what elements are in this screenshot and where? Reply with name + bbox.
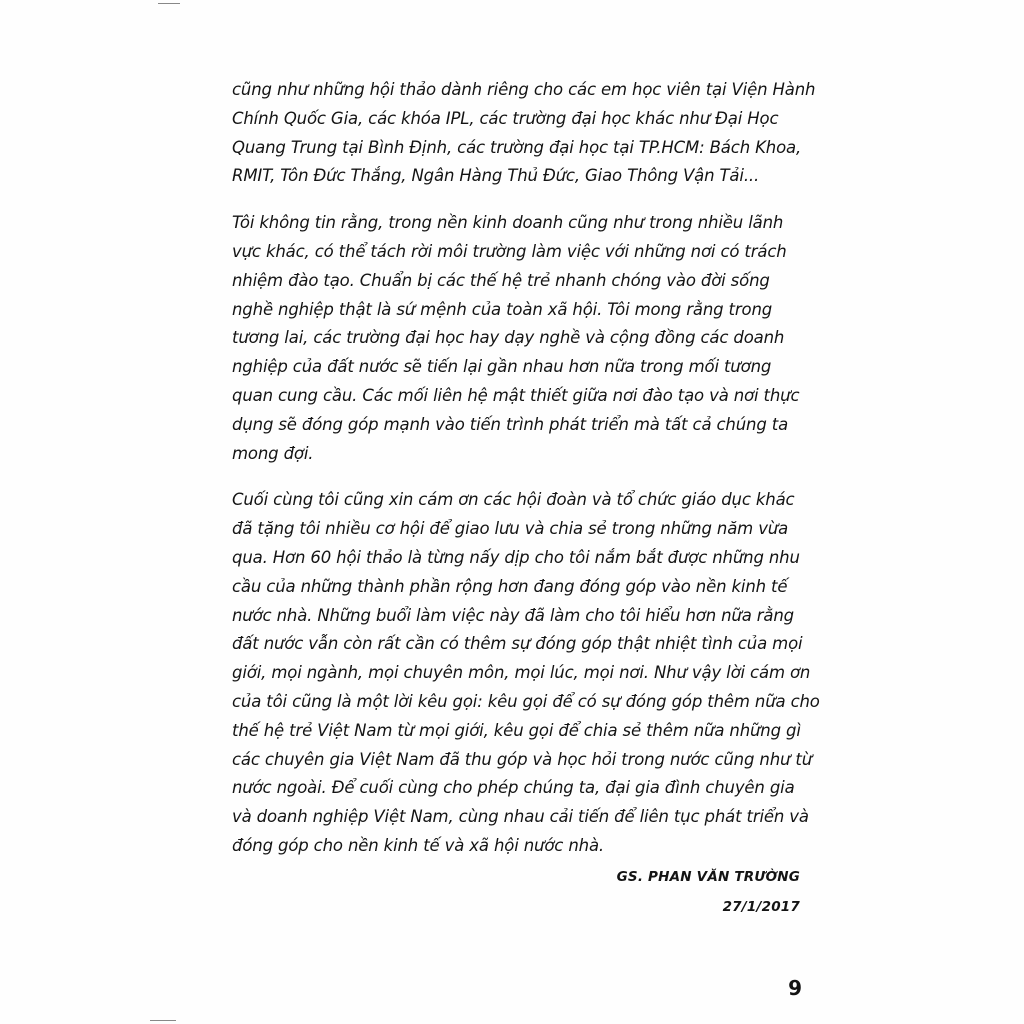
text-line: đất nước vẫn còn rất cần có thêm sự đóng góp thật nhiệt tình của mọi [232, 634, 803, 654]
text-line: thế hệ trẻ Việt Nam từ mọi giới, kêu gọi để chia sẻ thêm nữa những gì [232, 720, 801, 740]
text-line: RMIT, Tôn Đức Thắng, Ngân Hàng Thủ Đức, Giao Thông Vận Tải... [232, 166, 760, 186]
text-line: đã tặng tôi nhiều cơ hội để giao lưu và chia sẻ trong những năm vừa [232, 519, 789, 539]
text-line: nhiệm đào tạo. Chuẩn bị các thế hệ trẻ nhanh chóng vào đời sống [232, 270, 770, 290]
text-line: cầu của những thành phần rộng hơn đang đóng góp vào nền kinh tế [232, 576, 788, 596]
text-line: nước ngoài. Để cuối cùng cho phép chúng ta, đại gia đình chuyên gia [232, 778, 795, 798]
text-line: cũng như những hội thảo dành riêng cho các em học viên tại Viện Hành [232, 80, 816, 99]
text-line: Tôi không tin rằng, trong nền kinh doanh cũng như trong nhiều lãnh [232, 213, 784, 233]
text-line: vực khác, có thể tách rời môi trường làm việc với những nơi có trách [232, 241, 787, 261]
text-line: Quang Trung tại Bình Định, các trường đại học tại TP.HCM: Bách Khoa, [232, 137, 802, 157]
page-number: 9 [788, 976, 802, 1000]
text-line: quan cung cầu. Các mối liên hệ mật thiết giữa nơi đào tạo và nơi thực [232, 385, 800, 405]
text-line: nghiệp của đất nước sẽ tiến lại gần nhau hơn nữa trong mối tương [232, 357, 772, 377]
text-line: qua. Hơn 60 hội thảo là từng nấy dịp cho tôi nắm bắt được những nhu [232, 547, 800, 567]
paragraph-2 [232, 209, 804, 468]
body-text [232, 76, 820, 879]
text-line: nước nhà. Những buổi làm việc này đã làm cho tôi hiểu hơn nữa rằng [232, 605, 794, 625]
text-line: giới, mọi ngành, mọi chuyên môn, mọi lúc, mọi nơi. Như vậy lời cám ơn [232, 663, 811, 683]
scan-artifact [158, 3, 180, 4]
signature-block [617, 862, 800, 922]
text-line: tương lai, các trường đại học hay dạy nghề và cộng đồng các doanh [232, 328, 785, 348]
paragraph-3 [232, 486, 820, 860]
author-name: GS. PHAN VĂN TRƯỜNG [616, 869, 800, 885]
text-line: nghề nghiệp thật là sứ mệnh của toàn xã hội. Tôi mong rằng trong [232, 299, 773, 319]
text-line: Cuối cùng tôi cũng xin cám ơn các hội đoàn và tổ chức giáo dục khác [232, 490, 795, 510]
text-line: của tôi cũng là một lời kêu gọi: kêu gọi để có sự đóng góp thêm nữa cho [232, 691, 820, 711]
paragraph-1 [232, 76, 816, 191]
text-line: các chuyên gia Việt Nam đã thu góp và học hỏi trong nước cũng như từ [232, 749, 813, 769]
text-line: Chính Quốc Gia, các khóa IPL, các trường đại học khác như Đại Học [232, 108, 779, 128]
text-line: đóng góp cho nền kinh tế và xã hội nước nhà. [232, 835, 604, 855]
scan-artifact [150, 1020, 176, 1021]
text-line: và doanh nghiệp Việt Nam, cùng nhau cải tiến để liên tục phát triển và [232, 807, 809, 827]
text-line: dụng sẽ đóng góp mạnh vào tiến trình phát triển mà tất cả chúng ta [232, 414, 789, 434]
signature-date: 27/1/2017 [722, 899, 800, 915]
text-line: mong đợi. [232, 443, 314, 463]
